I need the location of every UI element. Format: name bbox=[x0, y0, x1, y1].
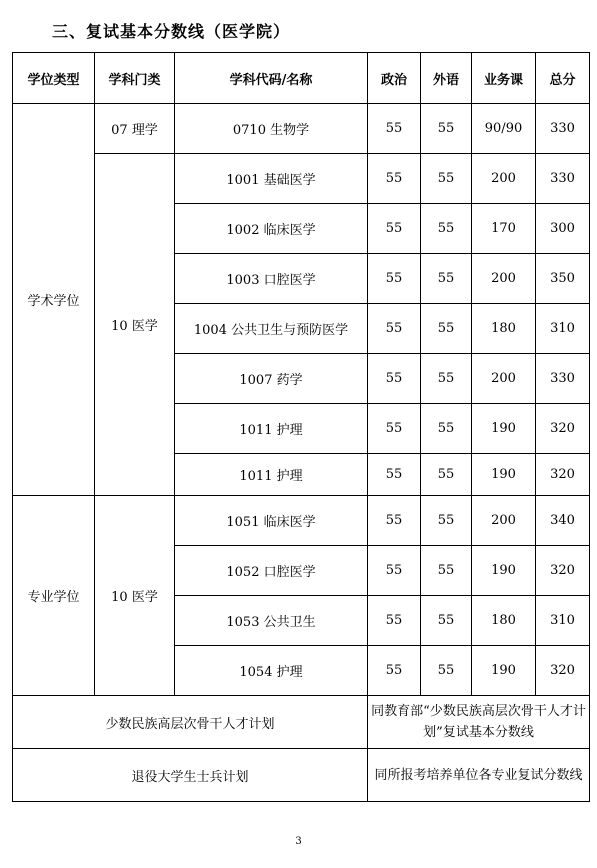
language-cell: 55 bbox=[421, 404, 472, 454]
table-header-row bbox=[13, 53, 590, 104]
total-cell: 320 bbox=[536, 646, 590, 696]
total-cell: 320 bbox=[536, 404, 590, 454]
header-discipline-category: 学科门类 bbox=[95, 53, 175, 104]
major-cell: 200 bbox=[472, 354, 536, 404]
politics-cell: 55 bbox=[368, 496, 421, 546]
subject-cell: 1001 基础医学 bbox=[175, 154, 368, 204]
header-politics: 政治 bbox=[368, 53, 421, 104]
language-cell: 55 bbox=[421, 254, 472, 304]
language-cell: 55 bbox=[421, 154, 472, 204]
major-cell: 190 bbox=[472, 454, 536, 496]
major-cell: 200 bbox=[472, 154, 536, 204]
section-title: 三、复试基本分数线（医学院） bbox=[52, 22, 291, 41]
total-cell: 320 bbox=[536, 546, 590, 596]
politics-cell: 55 bbox=[368, 596, 421, 646]
language-cell: 55 bbox=[421, 646, 472, 696]
subject-cell: 1002 临床医学 bbox=[175, 204, 368, 254]
subject-cell: 1052 口腔医学 bbox=[175, 546, 368, 596]
subject-cell: 0710 生物学 bbox=[175, 104, 368, 154]
politics-cell: 55 bbox=[368, 254, 421, 304]
table-row bbox=[13, 154, 590, 204]
major-cell: 180 bbox=[472, 304, 536, 354]
politics-cell: 55 bbox=[368, 204, 421, 254]
total-cell: 310 bbox=[536, 596, 590, 646]
header-subject-code-name: 学科代码/名称 bbox=[175, 53, 368, 104]
major-cell: 90/90 bbox=[472, 104, 536, 154]
special-plan-name: 少数民族高层次骨干人才计划 bbox=[13, 696, 368, 749]
subject-cell: 1053 公共卫生 bbox=[175, 596, 368, 646]
degree-type-academic: 学术学位 bbox=[13, 104, 95, 496]
total-cell: 350 bbox=[536, 254, 590, 304]
category-medicine-academic: 10 医学 bbox=[95, 154, 175, 496]
politics-cell: 55 bbox=[368, 354, 421, 404]
language-cell: 55 bbox=[421, 496, 472, 546]
total-cell: 330 bbox=[536, 154, 590, 204]
language-cell: 55 bbox=[421, 304, 472, 354]
major-cell: 180 bbox=[472, 596, 536, 646]
page-number: 3 bbox=[295, 836, 302, 847]
total-cell: 330 bbox=[536, 354, 590, 404]
total-cell: 300 bbox=[536, 204, 590, 254]
language-cell: 55 bbox=[421, 454, 472, 496]
subject-cell: 1051 临床医学 bbox=[175, 496, 368, 546]
politics-cell: 55 bbox=[368, 154, 421, 204]
table-row bbox=[13, 104, 590, 154]
total-cell: 340 bbox=[536, 496, 590, 546]
category-medicine-professional: 10 医学 bbox=[95, 496, 175, 696]
major-cell: 190 bbox=[472, 404, 536, 454]
header-major-courses: 业务课 bbox=[472, 53, 536, 104]
subject-cell: 1054 护理 bbox=[175, 646, 368, 696]
special-plan-row bbox=[13, 749, 590, 802]
language-cell: 55 bbox=[421, 546, 472, 596]
total-cell: 310 bbox=[536, 304, 590, 354]
subject-cell: 1011 护理 bbox=[175, 454, 368, 496]
politics-cell: 55 bbox=[368, 104, 421, 154]
degree-type-professional: 专业学位 bbox=[13, 496, 95, 696]
special-plan-row bbox=[13, 696, 590, 749]
score-table bbox=[12, 52, 590, 802]
table-row bbox=[13, 496, 590, 546]
politics-cell: 55 bbox=[368, 546, 421, 596]
total-cell: 330 bbox=[536, 104, 590, 154]
special-plan-note: 同教育部“少数民族高层次骨干人才计划”复试基本分数线 bbox=[368, 696, 590, 749]
major-cell: 200 bbox=[472, 496, 536, 546]
language-cell: 55 bbox=[421, 596, 472, 646]
subject-cell: 1007 药学 bbox=[175, 354, 368, 404]
major-cell: 190 bbox=[472, 646, 536, 696]
major-cell: 170 bbox=[472, 204, 536, 254]
total-cell: 320 bbox=[536, 454, 590, 496]
politics-cell: 55 bbox=[368, 304, 421, 354]
header-foreign-language: 外语 bbox=[421, 53, 472, 104]
subject-cell: 1004 公共卫生与预防医学 bbox=[175, 304, 368, 354]
language-cell: 55 bbox=[421, 204, 472, 254]
language-cell: 55 bbox=[421, 354, 472, 404]
category-science: 07 理学 bbox=[95, 104, 175, 154]
header-total: 总分 bbox=[536, 53, 590, 104]
language-cell: 55 bbox=[421, 104, 472, 154]
major-cell: 200 bbox=[472, 254, 536, 304]
politics-cell: 55 bbox=[368, 646, 421, 696]
politics-cell: 55 bbox=[368, 454, 421, 496]
major-cell: 190 bbox=[472, 546, 536, 596]
header-degree-type: 学位类型 bbox=[13, 53, 95, 104]
politics-cell: 55 bbox=[368, 404, 421, 454]
subject-cell: 1011 护理 bbox=[175, 404, 368, 454]
special-plan-name: 退役大学生士兵计划 bbox=[13, 749, 368, 802]
subject-cell: 1003 口腔医学 bbox=[175, 254, 368, 304]
special-plan-note: 同所报考培养单位各专业复试分数线 bbox=[368, 749, 590, 802]
